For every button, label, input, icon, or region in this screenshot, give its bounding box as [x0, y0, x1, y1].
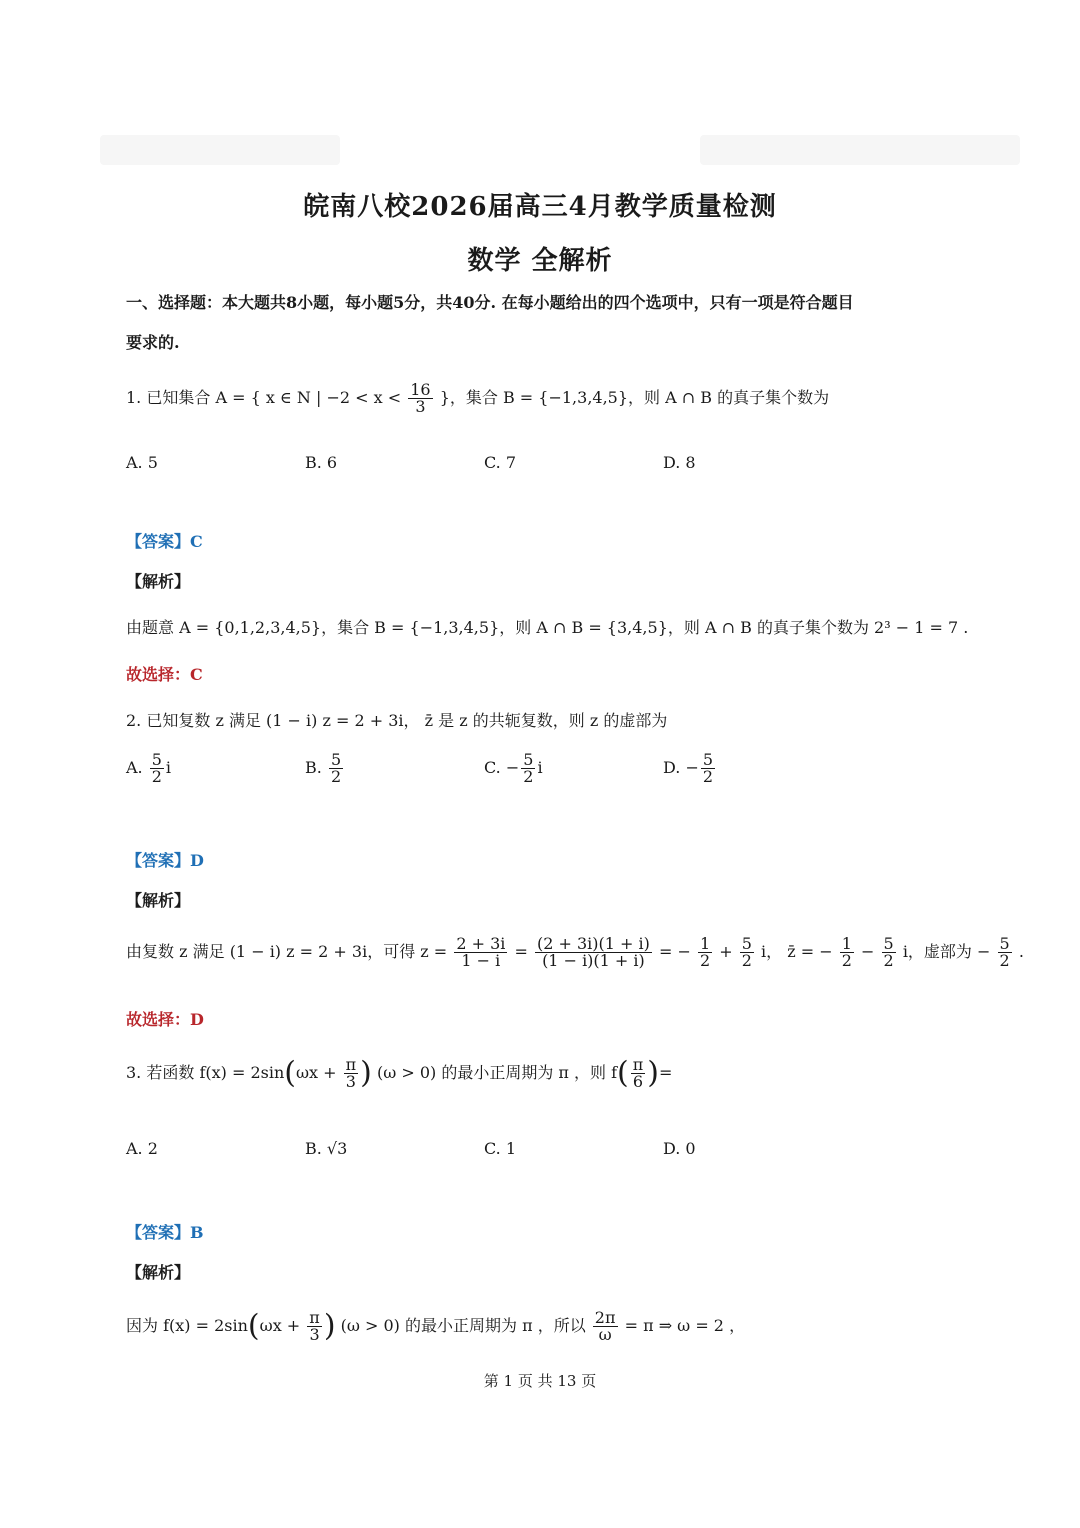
q3-analysis: 因为 f(x) = 2sin(ωx + $\frac{\pi}{3}$ ) (ω > 0) 的最小正周期为 π ，所以 $\frac{2\pi}{\omega}$ = π ⇒ ω = 2 ， — [126, 1308, 746, 1344]
q1-analysis-heading: 【解析】 — [126, 572, 191, 591]
q1-fraction: $\frac{16}{3}$ — [410, 380, 431, 416]
q2-answer-value: D — [190, 851, 204, 870]
q3-option-b: B. √3 — [305, 1139, 348, 1158]
question-3-stem: 3. 若函数 f(x) = 2sin(ωx + $\frac{\pi}{3}$ ) (ω > 0) 的最小正周期为 π ，则 f( $\frac{\pi}{6}$ )= — [126, 1055, 673, 1091]
q1-answer-value: C — [190, 532, 203, 551]
q1-analysis: 由题意 A = {0,1,2,3,4,5}，集合 B = {−1,3,4,5}，则 A ∩ B = {3,4,5}，则 A ∩ B 的真子集个数为 2³ − 1 = 7 . — [126, 618, 969, 637]
page-number-footer: 第 1 页 共 13 页 — [483, 1372, 597, 1390]
section-instruction-cont: 要求的. — [126, 333, 180, 352]
q2-answer: 【答案】D — [126, 851, 204, 870]
q1-option-d: D. 8 — [663, 453, 696, 472]
q2-analysis-heading: 【解析】 — [126, 891, 191, 910]
document-title: 皖南八校2026届高三4月教学质量检测 — [303, 192, 777, 222]
q2-option-a: A. $\frac{5}{2}$ i — [126, 750, 172, 786]
q1-answer: 【答案】C — [126, 532, 203, 551]
q3-option-c: C. 1 — [484, 1139, 517, 1158]
q3-analysis-heading: 【解析】 — [126, 1263, 191, 1282]
q2-option-d: D. − $\frac{5}{2}$ — [663, 750, 714, 786]
q1-set-a: A = { x ∈ N | −2 < x < — [215, 388, 402, 407]
q3-answer: 【答案】B — [126, 1223, 204, 1242]
q3-option-a: A. 2 — [126, 1139, 158, 1158]
section-instruction: 一、选择题：本大题共8小题，每小题5分，共40分. 在每小题给出的四个选项中，只有一项是符合题目 — [126, 293, 854, 312]
q2-option-b: B. $\frac{5}{2}$ — [305, 750, 342, 786]
q2-option-c: C. − $\frac{5}{2}$ i — [484, 750, 543, 786]
question-2-stem: 2. 已知复数 z 满足 (1 − i) z = 2 + 3i， z̄ 是 z 的共轭复数，则 z 的虚部为 — [126, 711, 668, 730]
q3-option-d: D. 0 — [663, 1139, 696, 1158]
q1-prefix: 1. 已知集合 — [126, 388, 211, 407]
document-subtitle: 数学 全解析 — [467, 246, 613, 276]
q1-option-c: C. 7 — [484, 453, 517, 472]
q2-choose: 故选择：D — [126, 1010, 204, 1029]
scan-smudge-left — [100, 135, 340, 165]
q1-choose: 故选择：C — [126, 665, 203, 684]
scan-smudge-right — [700, 135, 1020, 165]
question-1-stem — [126, 382, 829, 415]
q1-option-a: A. 5 — [126, 453, 158, 472]
q2-analysis: 由复数 z 满足 (1 − i) z = 2 + 3i，可得 z = $\frac{2 + 3i}{1 - i}$ = $\frac{(2 + 3i)(1 + i)}{(1 - i)(1 + i)}$ = − $\frac{1}{2}$ + $\frac{5}{2}$ i， z̄ = − $\frac{1}{2}$ − $\frac{5}{2}$ i，虚部为 − $\frac{5}{2}$ . — [126, 934, 1024, 970]
q1-option-b: B. 6 — [305, 453, 338, 472]
q3-answer-value: B — [190, 1223, 204, 1242]
q1-rest: }，集合 B = {−1,3,4,5}，则 A ∩ B 的真子集个数为 — [439, 388, 830, 407]
